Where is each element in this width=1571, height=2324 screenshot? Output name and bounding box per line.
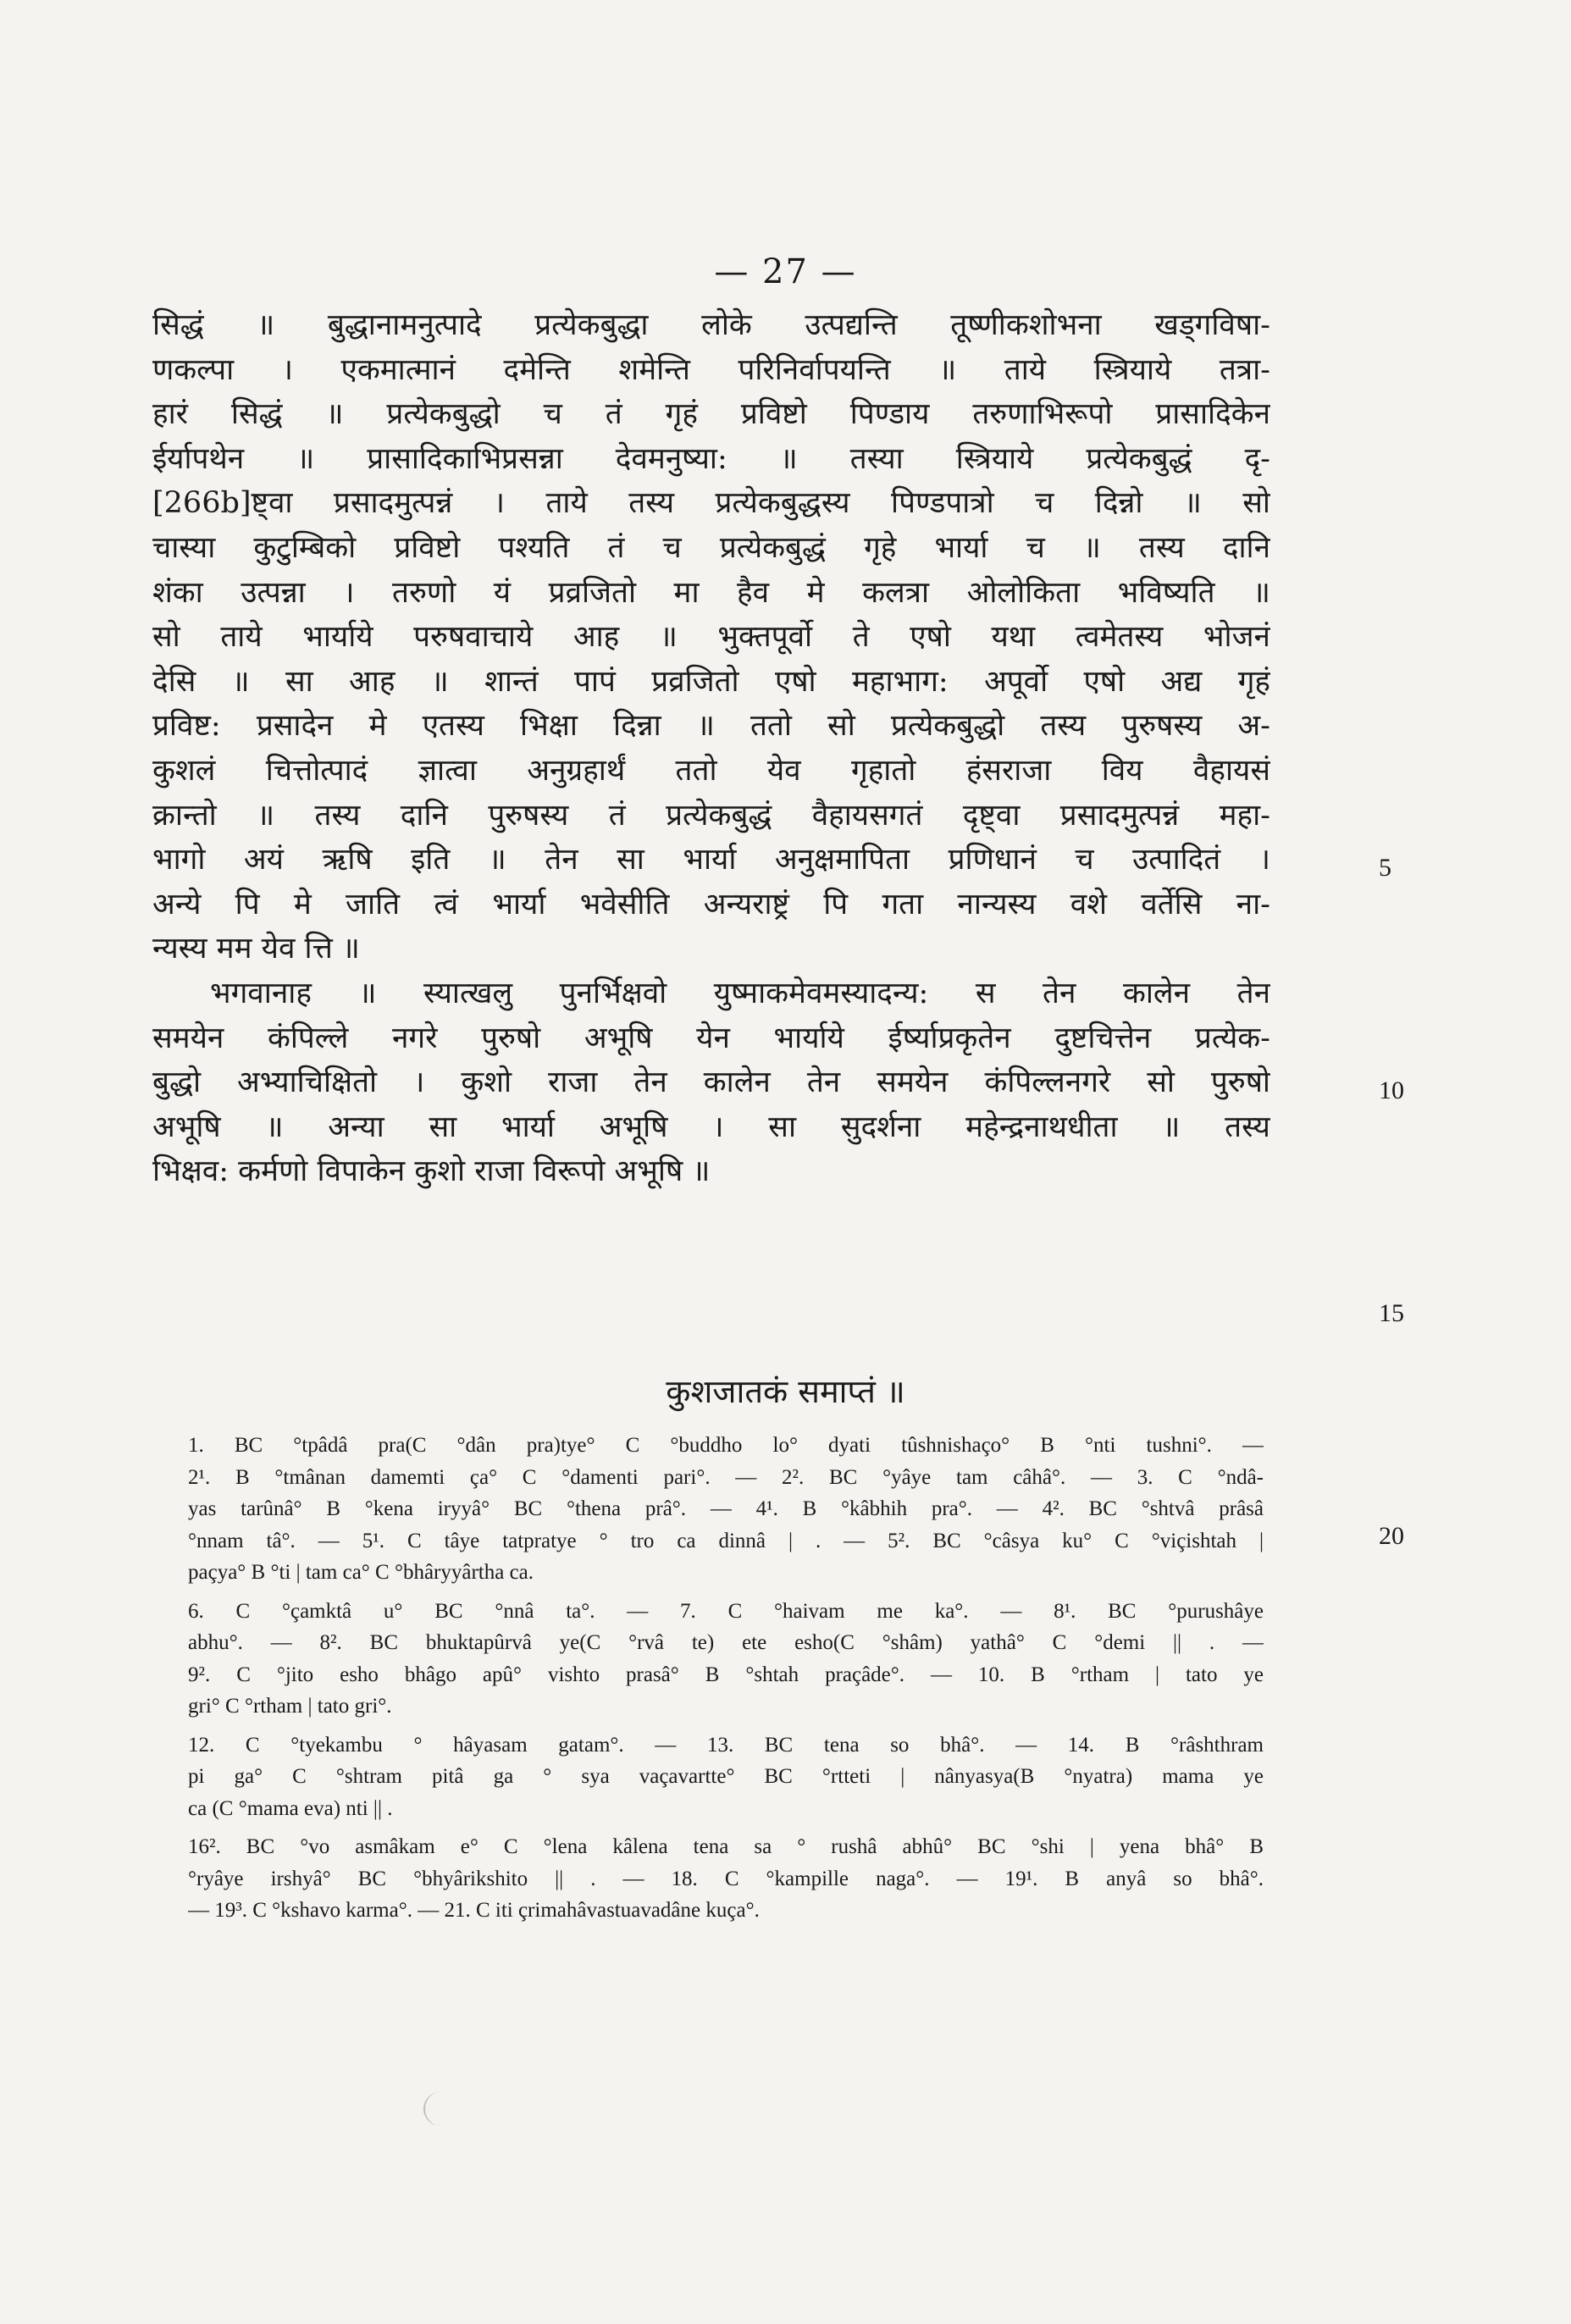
footnote-line: 1. BC °tpâdâ pra(C °dân pra)tye° C °buddho lo° dyati tûshnishaço° B °nti tushni°. — <box>188 1434 1264 1457</box>
text-line: सो ताये भार्याये परुषवाचाये आह ॥ भुक्तपूर्वो ते एषो यथा त्वमेतस्य भोजनं <box>152 620 1270 655</box>
text-line: शंका उत्पन्ना । तरुणो यं प्रव्रजितो मा हैव मे कलत्रा ओलोकिता भविष्यति ॥ <box>152 575 1270 610</box>
footnote-line: abhu°. — 8². BC bhuktapûrvâ ye(C °rvâ te) ete esho(C °shâm) yathâ° C °demi || . — <box>188 1631 1264 1654</box>
text-line: अभूषि ॥ अन्या सा भार्या अभूषि । सा सुदर्शना महेन्द्रनाथधीता ॥ तस्य <box>152 1109 1270 1144</box>
line-number: 5 <box>1379 854 1391 882</box>
footnote-line: 6. C °çamktâ u° BC °nnâ ta°. — 7. C °haivam me ka°. — 8¹. BC °purushâye <box>188 1599 1264 1623</box>
text-line: सिद्धं ॥ बुद्धानामनुत्पादे प्रत्येकबुद्धा लोके उत्पद्यन्ति तूष्णीकशोभना खड्गविषा- <box>152 308 1270 342</box>
text-line: बुद्धो अभ्याचिक्षितो । कुशो राजा तेन कालेन तेन समयेन कंपिल्लनगरे सो पुरुषो <box>152 1065 1270 1100</box>
text-line: हारं सिद्धं ॥ प्रत्येकबुद्धो च तं गृहं प्रविष्टो पिण्डाय तरुणाभिरूपो प्रासादिकेन <box>152 397 1270 432</box>
text-line: कुशलं चित्तोत्पादं ज्ञात्वा अनुग्रहार्थं ततो येव गृहातो हंसराजा विय वैहायसं <box>152 753 1270 788</box>
line-number: 10 <box>1379 1076 1404 1104</box>
text-line: क्रान्तो ॥ तस्य दानि पुरुषस्य तं प्रत्येकबुद्धं वैहायसगतं दृष्ट्वा प्रसादमुत्पन्नं महा- <box>152 798 1270 833</box>
text-line: ईर्यापथेन ॥ प्रासादिकाभिप्रसन्ना देवमनुष्या: ॥ तस्या स्त्रियाये प्रत्येकबुद्धं दृ- <box>152 441 1270 476</box>
footnote-line: — 19³. C °kshavo karma°. — 21. C iti çrimahâvastuavadâne kuça°. <box>188 1899 760 1922</box>
text-line: अन्ये पि मे जाति त्वं भार्या भवेसीति अन्यराष्ट्रं पि गता नान्यस्य वशे वर्तेसि ना- <box>152 887 1270 921</box>
text-line: [266b]ष्ट्वा प्रसादमुत्पन्नं । ताये तस्य प्रत्येकबुद्धस्य पिण्डपात्रो च दिन्नो ॥ सो <box>152 486 1270 521</box>
footnotes <box>188 1430 1264 1927</box>
line-number: 20 <box>1379 1522 1404 1550</box>
footnote-line: 12. C °tyekambu ° hâyasam gatam°. — 13. BC tena so bhâ°. — 14. B °râshthram <box>188 1733 1264 1757</box>
footnote-line: ca (C °mama eva) nti || . <box>188 1796 393 1820</box>
footnote-line: gri° C °rtham | tato gri°. <box>188 1695 392 1718</box>
text-line: भगवानाह ॥ स्यात्खलु पुनर्भिक्षवो युष्माकमेवमस्यादन्य: स तेन कालेन तेन <box>210 976 1270 1010</box>
page-number: — 27 — <box>714 252 857 291</box>
text-line: समयेन कंपिल्ले नगरे पुरुषो अभूषि येन भार्याये ईर्ष्याप्रकृतेन दुष्टचित्तेन प्रत्येक- <box>152 1021 1270 1055</box>
footnote-line: 16². BC °vo asmâkam e° C °lena kâlena tena sa ° rushâ abhû° BC °shi | yena bhâ° B <box>188 1835 1264 1858</box>
colophon: कुशजातकं समाप्तं ॥ <box>666 1373 905 1410</box>
text-line: प्रविष्ट: प्रसादेन मे एतस्य भिक्षा दिन्ना ॥ ततो सो प्रत्येकबुद्धो तस्य पुरुषस्य अ- <box>152 709 1270 744</box>
footnote-line: paçya° B °ti | tam ca° C °bhâryyârtha ca. <box>188 1561 534 1584</box>
text-line: देसि ॥ सा आह ॥ शान्तं पापं प्रव्रजितो एषो महाभाग: अपूर्वो एषो अद्य गृहं <box>152 664 1270 699</box>
text-line: भिक्षव: कर्मणो विपाकेन कुशो राजा विरूपो अभूषि ॥ <box>152 1154 711 1189</box>
text-line: भागो अयं ऋषि इति ॥ तेन सा भार्या अनुक्षमापिता प्रणिधानं च उत्पादितं । <box>152 843 1270 877</box>
footnote-line: °ryâye irshyâ° BC °bhyârikshito || . — 18. C °kampille naga°. — 19¹. B anyâ so bhâ°. <box>188 1867 1264 1890</box>
footnote-line: °nnam tâ°. — 5¹. C tâye tatpratye ° tro ca dinnâ | . — 5². BC °câsya ku° C °viçishtah | <box>188 1529 1264 1552</box>
footnote-line: pi ga° C °shtram pitâ ga ° sya vaçavartte° BC °rtteti | nânyasya(B °nyatra) mama ye <box>188 1765 1264 1788</box>
footnote-line: 9². C °jito esho bhâgo apû° vishto prasâ° B °shtah praçâde°. — 10. B °rtham | tato ye <box>188 1663 1264 1686</box>
text-line: चास्या कुटुम्बिको प्रविष्टो पश्यति तं च प्रत्येकबुद्धं गृहे भार्या च ॥ तस्य दानि <box>152 530 1270 565</box>
footnote-line: 2¹. B °tmânan damemti ça° C °damenti pari°. — 2². BC °yâye tam câhâ°. — 3. C °ndâ- <box>188 1465 1264 1489</box>
text-line: णकल्पा । एकमात्मानं दमेन्ति शमेन्ति परिनिर्वापयन्ति ॥ ताये स्त्रियाये तत्रा- <box>152 352 1270 387</box>
footnote-line: yas tarûnâ° B °kena iryyâ° BC °thena prâ°. — 4¹. B °kâbhih pra°. — 4². BC °shtvâ prâsâ <box>188 1497 1264 1520</box>
text-line: न्यस्य मम येव त्ति ॥ <box>152 932 360 966</box>
line-number: 15 <box>1379 1299 1404 1327</box>
stray-pen-mark <box>423 2092 451 2126</box>
